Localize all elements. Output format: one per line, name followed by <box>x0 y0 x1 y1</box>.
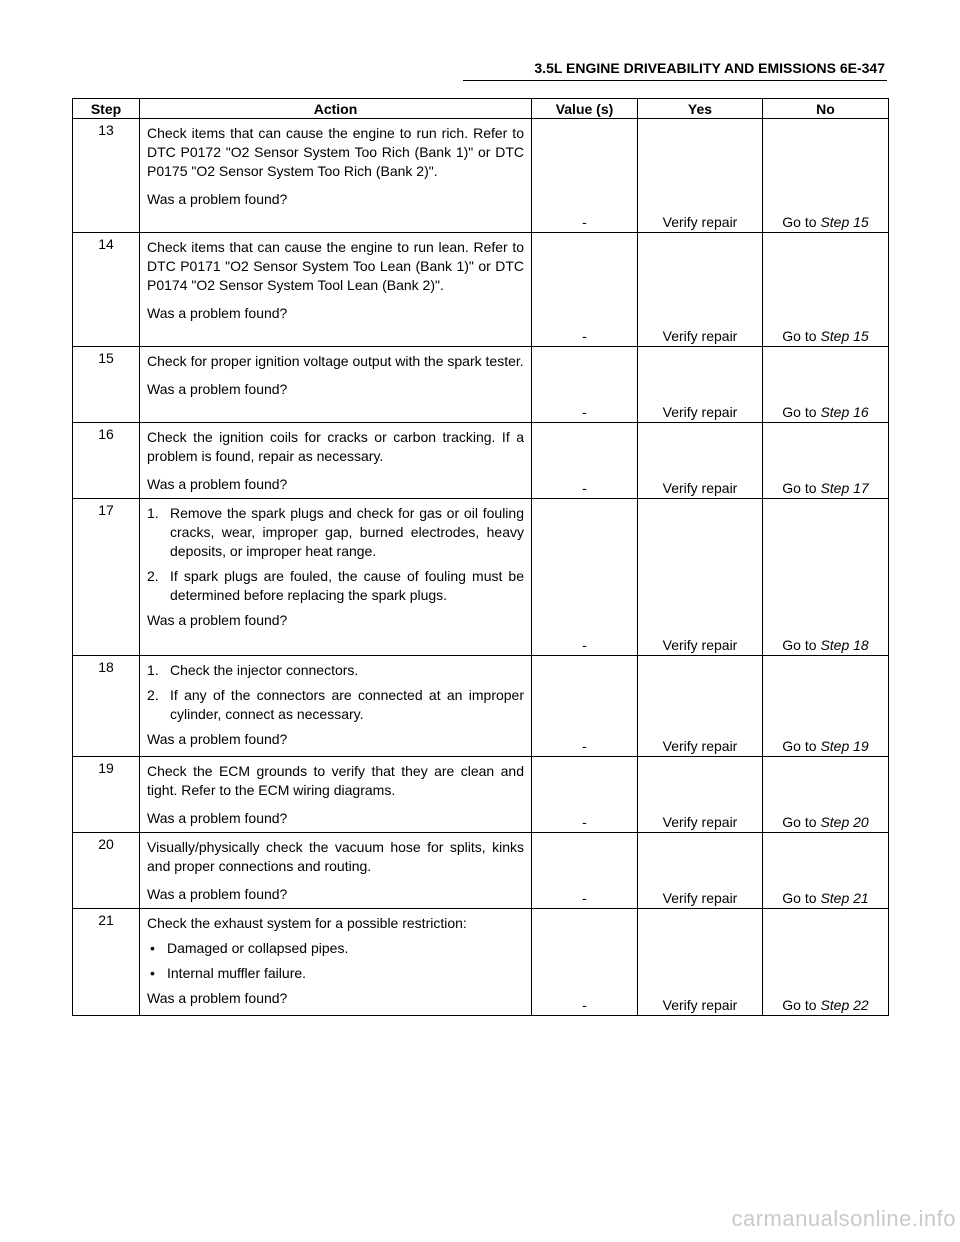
go-to-text: Go to <box>782 480 817 496</box>
list-text: If any of the connectors are connected at an improper cylinder, connect as necessary. <box>170 687 524 722</box>
step-number: 13 <box>73 119 140 233</box>
list-text: Check the injector connectors. <box>170 662 359 678</box>
column-header-no: No <box>763 99 889 119</box>
table-row <box>73 909 889 1016</box>
action-cell <box>140 909 532 1016</box>
action-cell <box>140 833 532 909</box>
step-number: 21 <box>73 909 140 1016</box>
action-text: Visually/physically check the vacuum hose for splits, kinks and proper connections and routing. <box>147 839 524 874</box>
action-cell <box>140 347 532 423</box>
step-number: 16 <box>73 423 140 499</box>
table-row <box>73 347 889 423</box>
table-header-row <box>73 99 889 119</box>
go-to-text: Go to <box>782 328 817 344</box>
column-header-action: Action <box>140 99 532 119</box>
list-number: 2. <box>147 568 159 584</box>
table-row <box>73 499 889 656</box>
action-question: Was a problem found? <box>147 990 288 1006</box>
action-question: Was a problem found? <box>147 476 288 492</box>
no-cell <box>763 119 889 233</box>
step-reference: Step 19 <box>820 738 869 754</box>
watermark: carmanualsonline.info <box>731 1206 956 1231</box>
step-number: 15 <box>73 347 140 423</box>
action-text: Check the ECM grounds to verify that they are clean and tight. Refer to the ECM wiring diagrams. <box>147 763 524 798</box>
action-text: Check for proper ignition voltage output with the spark tester. <box>147 353 524 369</box>
yes-cell: Verify repair <box>638 423 763 499</box>
list-number: 1. <box>147 662 159 678</box>
no-cell <box>763 833 889 909</box>
list-text: Remove the spark plugs and check for gas or oil fouling cracks, wear, improper gap, burned electrodes, heavy deposits, or improper heat range. <box>170 505 524 559</box>
step-number: 18 <box>73 656 140 757</box>
column-header-value: Value (s) <box>532 99 638 119</box>
no-cell <box>763 423 889 499</box>
action-cell <box>140 423 532 499</box>
yes-cell: Verify repair <box>638 757 763 833</box>
action-question: Was a problem found? <box>147 731 288 747</box>
list-item <box>147 686 524 724</box>
no-cell <box>763 909 889 1016</box>
step-reference: Step 22 <box>820 997 869 1013</box>
action-text: Check the ignition coils for cracks or carbon tracking. If a problem is found, repair as necessary. <box>147 429 524 464</box>
value-cell: - <box>532 656 638 757</box>
list-item <box>147 504 524 561</box>
step-reference: Step 18 <box>820 637 869 653</box>
value-cell: - <box>532 757 638 833</box>
step-reference: Step 21 <box>820 890 869 906</box>
list-item <box>147 567 524 605</box>
column-header-yes: Yes <box>638 99 763 119</box>
step-number: 19 <box>73 757 140 833</box>
value-cell: - <box>532 909 638 1016</box>
value-cell: - <box>532 233 638 347</box>
bullet-text: Damaged or collapsed pipes. <box>167 940 349 956</box>
yes-cell: Verify repair <box>638 656 763 757</box>
action-question: Was a problem found? <box>147 810 288 826</box>
action-question: Was a problem found? <box>147 886 288 902</box>
yes-cell: Verify repair <box>638 499 763 656</box>
step-reference: Step 16 <box>820 404 869 420</box>
action-cell <box>140 656 532 757</box>
list-item <box>147 661 524 680</box>
table-row <box>73 233 889 347</box>
step-number: 20 <box>73 833 140 909</box>
bullet-text: Internal muffler failure. <box>167 965 307 981</box>
table-row <box>73 757 889 833</box>
table-row <box>73 656 889 757</box>
action-cell <box>140 757 532 833</box>
action-cell <box>140 499 532 656</box>
value-cell: - <box>532 833 638 909</box>
bullet-item <box>147 964 524 983</box>
no-cell <box>763 656 889 757</box>
action-question: Was a problem found? <box>147 191 288 207</box>
no-cell <box>763 347 889 423</box>
action-text: Check items that can cause the engine to run rich. Refer to DTC P0172 "O2 Sensor System Too Rich (Bank 1)" or DTC P0175 "O2 Sensor System Too Rich (Bank 2)". <box>147 125 524 179</box>
bullet-glyph: • <box>150 940 155 956</box>
yes-cell: Verify repair <box>638 909 763 1016</box>
step-number: 17 <box>73 499 140 656</box>
step-reference: Step 17 <box>820 480 869 496</box>
action-question: Was a problem found? <box>147 381 288 397</box>
value-cell: - <box>532 119 638 233</box>
yes-cell: Verify repair <box>638 833 763 909</box>
action-text: Check items that can cause the engine to run lean. Refer to DTC P0171 "O2 Sensor System Too Lean (Bank 1)" or DTC P0174 "O2 Sensor System Tool Lean (Bank 2)". <box>147 239 524 293</box>
list-number: 1. <box>147 505 159 521</box>
go-to-text: Go to <box>782 890 817 906</box>
step-reference: Step 15 <box>820 214 869 230</box>
page-header <box>463 60 887 81</box>
go-to-text: Go to <box>782 738 817 754</box>
go-to-text: Go to <box>782 997 817 1013</box>
yes-cell: Verify repair <box>638 233 763 347</box>
step-number: 14 <box>73 233 140 347</box>
yes-cell: Verify repair <box>638 347 763 423</box>
action-text: Check the exhaust system for a possible restriction: <box>147 915 467 931</box>
diagnostic-table <box>72 98 889 1016</box>
value-cell: - <box>532 499 638 656</box>
table-row <box>73 833 889 909</box>
no-cell <box>763 499 889 656</box>
bullet-glyph: • <box>150 965 155 981</box>
no-cell <box>763 233 889 347</box>
value-cell: - <box>532 423 638 499</box>
action-question: Was a problem found? <box>147 305 288 321</box>
no-cell <box>763 757 889 833</box>
value-cell: - <box>532 347 638 423</box>
list-text: If spark plugs are fouled, the cause of fouling must be determined before replacing the spark plugs. <box>170 568 524 603</box>
bullet-item <box>147 939 524 958</box>
step-reference: Step 15 <box>820 328 869 344</box>
go-to-text: Go to <box>782 404 817 420</box>
go-to-text: Go to <box>782 637 817 653</box>
page-title: 3.5L ENGINE DRIVEABILITY AND EMISSIONS 6E-347 <box>534 60 885 76</box>
yes-cell: Verify repair <box>638 119 763 233</box>
table-row <box>73 423 889 499</box>
go-to-text: Go to <box>782 814 817 830</box>
action-cell <box>140 233 532 347</box>
table-row <box>73 119 889 233</box>
step-reference: Step 20 <box>820 814 869 830</box>
list-number: 2. <box>147 687 159 703</box>
action-cell <box>140 119 532 233</box>
column-header-step: Step <box>73 99 140 119</box>
action-question: Was a problem found? <box>147 612 288 628</box>
go-to-text: Go to <box>782 214 817 230</box>
